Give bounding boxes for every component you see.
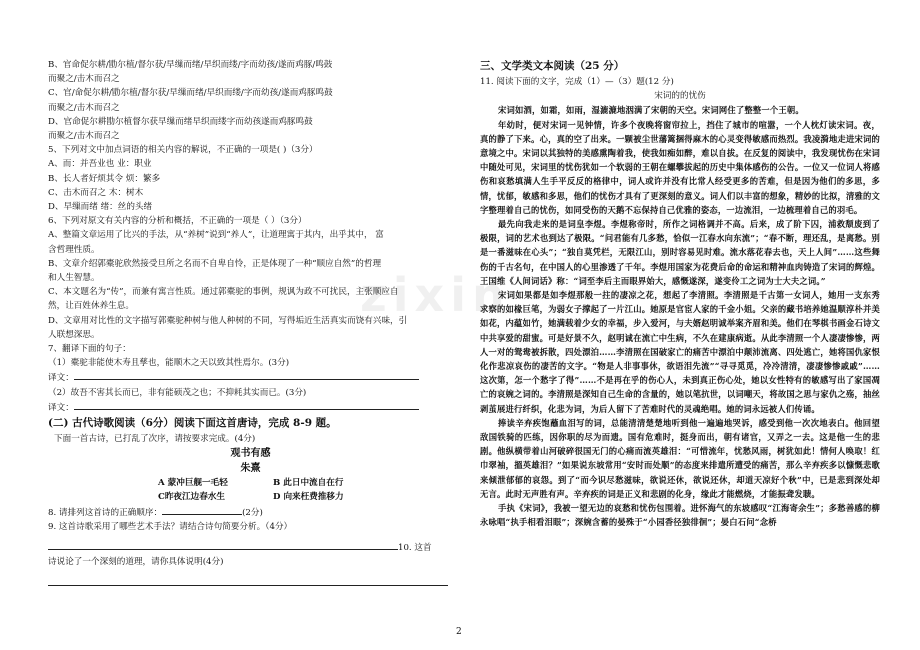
translation-label: 译文： [48,373,74,384]
question-line: B、长人者好烦其令 烦：繁多 [48,173,161,184]
answer-line[interactable] [74,370,419,380]
question-line: 而聚之/击木而召之 [48,74,120,85]
translation-2 [48,400,453,415]
article-paragraph: 最先向我走来的是词皇李煜。李煜称帝时，所作之词格调并不高。后来，成了阶下囚，浦救颓废到了极限，词的艺术也到达了极限。“问君能有几多愁，恰似一江春水向东流”；“春不断，理还乱，是离愁。别是一番滋味在心头”；“独自莫凭栏，无限江山，别时容易见时难。流水落花春去也，天上人间”……这些舞伤的千古名句，在中国人的心里渗透了千年。李煜用国家为花费后命的命运和精神血肉铸造了宋词的辉煌。王国维《人间词话》称：“词至李后主而眼界始大，感慨遂深，遂变伶工之词为士大夫之词。” [480,219,880,286]
question-line: A、整篇文章运用了比兴的手法，从“养树”说到“养人”，让道理寓于其内，出乎其中， 富 [48,230,384,241]
poem-author: 朱熹 [240,463,261,475]
watermark: zixin [360,268,511,322]
question-line: 5、下列对文中加点词语的相关内容的解说，不正确的一项是( )（3分） [48,145,318,156]
translation-label: 译文： [48,402,74,413]
question-line: 而聚之/击木而召之 [48,131,120,142]
question-line: （1）橐驼非能使木寿且孳也，能顺木之天以致其性焉尔。(3分) [48,358,290,369]
article-paragraph: 手执《宋词》，我被一望无边的哀愁和忧伤包围着。进怀海气的东坡感叹“江海寄余生”；多愁善感的柳永咏唱“执手相看泪眼”；深婉含蓄的晏殊于“小园香径独徘徊”；晏白石问“念桥 [480,503,880,528]
question-line: 人联想深思。 [48,329,100,340]
question-11: 11. 阅读下面的文字，完成（1）—（3）题(12 分) [480,77,674,87]
question-line: 然，让百姓休养生息。 [48,301,134,312]
article-paragraph: 捧读辛弃疾饱蘸血泪写的词，总能清清楚楚地听到他一遍遍地哭诉，感受到他一次次地表白。他回望敌国铁骑的匹练，因你职的尽为而遗。国有危难时，挺身而出，朝有诸官，又弄之一去。这是他一生的悲剧。他纵横带着山河破碎很国无门的心痛而流英雄泪：“可惜流年，忧愁风雨，树犹如此！情何人唤取！红巾翠袖，搵英雄泪？”如果说东坡常用“安时而处顺”的态度来排遣所遭受的痛苦，那么辛弃疾多以慷慨悲歌来倾泄郁郁的哀怨。到了“而今识尽愁滋味，欲说还休，欲说还休，却道天凉好个秋”中，已是悲到深处却无言。此时无声胜有声。辛弃疾的词是正义和悲剧的化身，缘此才能燃烧，才能振聋发聩。 [480,417,880,499]
poem-option: A 蒙冲巨舰一毛轻 [158,478,228,489]
answer-line[interactable] [48,540,398,550]
article-paragraph: 宋词如果都是如李煜那般一拄的凄凉之花，想起了李清照。李清照是千古第一女词人，她用一支东秀求察的如椽巨笔，为弱女子撑起了一片江山。她原是官宦人家的千金小姐。父亲的藏书培养她温顺淳朴并美如花，内蕴如竹，她满载着少女的幸福，步入爱河，与夫婿赵明诚举案齐眉和美。他们在琴棋书画金石诗文中共享爱的甜蜜。可是好景不久，赵明诚在流亡中生病，不久在建康病逝。从此李清照一个人凄凄惨惨，两人一对的鸳鸯被拆散，四处漂泊……李清照在国破家亡的痛苦中漂泊中颠沛流离、四处逃亡，她将国仇家恨化作悲凉哀伤的凄苦的文字。“物是人非事事休，欲语泪先流”“寻寻觅觅，冷冷清清，凄凄惨惨戚戚”……这次第，怎一个愁字了得”……不是再在乎的伤心人，未到真正伤心处，她以女性特有的敏感写出了家国凋亡的哀婉之词的。李清照是深知自己生命的含量的，她以笔抗世，以词嘲天，将故国之思与家仇之殇，抽丝剥茧展进行纤织，化悲为词，为后人留下了苦难时代的灵魂绝唱。她的词永远被人们传诵。 [480,290,880,414]
poem-options-row-1 [48,476,453,490]
question-7-2: （2）故吾不害其长而已，非有能硕茂之也；不抑耗其实而已。(3分) [48,387,307,398]
translation-1 [48,370,453,385]
instruction: 下面一首古诗，已打乱了次序，请按要求完成。(4分) [54,434,256,445]
question-line: 7、翻译下面的句子： [48,344,131,355]
poem-option: C昨夜江边春水生 [158,492,225,503]
right-column [480,58,880,530]
question-line: 和人生智慧。 [48,273,100,284]
answer-line[interactable] [48,576,448,586]
left-column [48,58,453,591]
question-line: B、文章介绍郭橐驼欣然接受旦所之名而不自卑自怜，正是体现了一种“顺应自然”的哲理 [48,258,382,269]
question-line: D、官命促尔耕勖尔植督尔获早缫而绪早织而缕字而幼孩遂而鸡豚鸣鼓 [48,116,313,127]
question-line: D、早缫而绪 绪：丝的头绪 [48,202,153,213]
question-line: 而聚之/击木而召之 [48,102,120,113]
question-lines [48,58,453,370]
article-paragraph: 宋词如酒，如霜，如雨，湿漉漉地洇满了宋朝的天空。宋词网住了整整一个王朝。 [498,105,804,116]
poem-option: B 此日中流自在行 [273,478,344,489]
question-8 [48,505,453,520]
answer-line[interactable] [74,400,419,410]
section-2-heading: (二) 古代诗歌阅读（6分）阅读下面这首唐诗，完成 8-9 题。 [48,417,337,430]
question-line: A、而：并吾业也 业：职业 [48,159,152,170]
article-body [480,103,880,529]
poem-options-row-2 [48,490,453,504]
question-line: 含哲理性质。 [48,244,100,255]
question-8-points: (2分) [242,507,263,518]
poem-title: 观书有感 [230,448,271,460]
page-number: 2 [456,627,462,637]
question-line: D、文章用对比性的文字描写郭橐驼种树与他人种树的不同，写得垢近生活真实而饶有兴味，引 [48,315,408,326]
question-line: C、本文题名为“传”，而兼有寓言性质。通过郭橐驼的事例，规讽为政不可扰民，主张顺应自 [48,287,399,298]
question-line: B、官命促尔耕/勖尔植/督尔获/早缫而绪/早织而缕/字而幼孩/遂而鸡豚/鸣鼓 [48,60,333,70]
question-10-label: 10. 这首 [398,543,432,554]
question-line: C、官/命促尔耕/勖尔植/督尔获/早缫而绪/早织而缕/字而幼孩/遂而鸡豚鸣鼓 [48,88,333,99]
question-10: 诗说论了一个深刻的道理，请你具体说明(4分) [48,557,224,568]
question-8-text: 8. 请排列这首诗的正确顺序： [48,507,163,518]
answer-row [48,576,453,591]
question-line: C、击木而召之 木：树木 [48,187,144,198]
question-9: 9. 这首诗歌采用了哪些艺术手法？请结合诗句简要分析。（4分） [48,521,293,532]
poem-option: D 向来枉费推移力 [273,492,344,503]
question-10-start [48,540,453,555]
article-title: 宋词的的忧伤 [654,91,706,102]
answer-line[interactable] [162,505,242,515]
article-paragraph: 年幼时，便对宋词一见钟情，许多个夜晚将窗帘拉上，挡住了城市的喧嚣，一个人枕灯读宋词。夜，真的静了下来。心，真的空了出来。一颗被尘世藩篱捆得麻木的心灵变得敏感而热烈。我凌漪地走进宋词的意境之中。宋词以其独特的美感熏陶着我，使我如痴如醉，难以自拔。在反复的阅读中，我发现忧伤在宋词中随处可见，宋词里的忧伤犹如一个软弱的王朝在螺攀拔起的历史中集体感伤的公告。一位又一位词人将感伤和哀愁填满人生手平反反的格律中，词人或许并没有比常人经受更多的苦难，但是因为他们的多思，多情，忧郁，敏感和多思，他们的忧伤才具有了更深刻的意义。词人们以丰富的想象，精妙的比拟，清雅的文字整理着自己的忧伤，如同受伤的天鹅不忘保持自己优雅的姿态，一边流泪，一边梳理着自己的羽毛。 [480,119,880,215]
section-3-heading: 三、文学类文本阅读（25 分） [480,60,625,72]
question-line: 6、下列对原文有关内容的分析和概括，不正确的一项是（ ）（3分） [48,216,307,227]
